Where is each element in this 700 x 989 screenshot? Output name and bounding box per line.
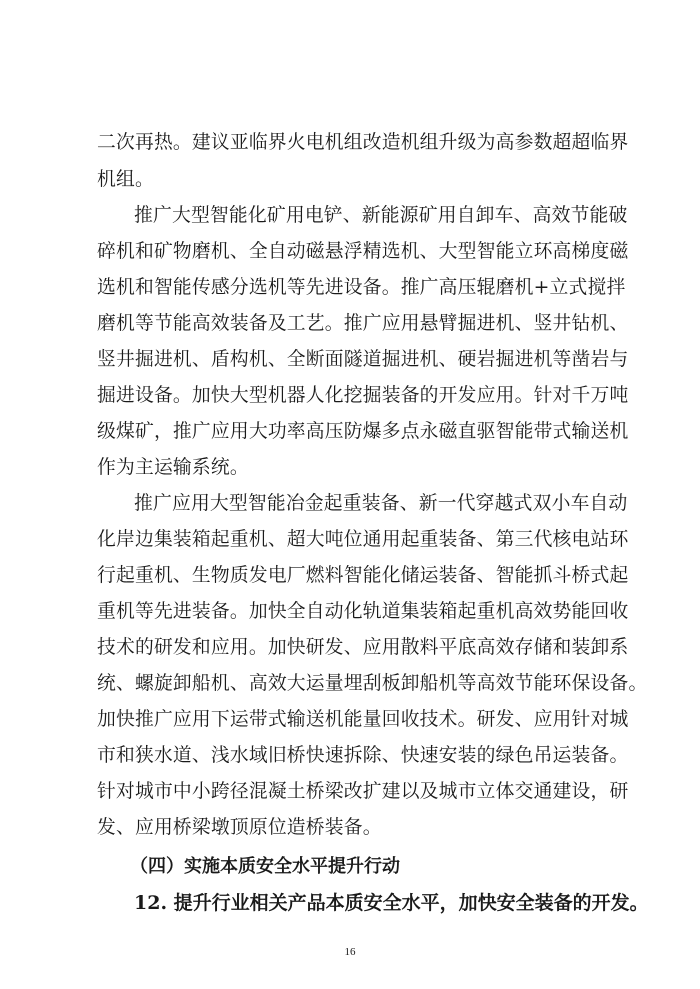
text-line: 二次再热。建议亚临界火电机组改造机组升级为高参数超超临界 [97, 132, 629, 153]
text-line: 级煤矿，推广应用大功率高压防爆多点永磁直驱智能带式输送机 [97, 421, 629, 442]
section-heading: （四）实施本质安全水平提升行动 [130, 856, 400, 877]
text-line: 加快推广应用下运带式输送机能量回收技术。研发、应用针对城 [97, 709, 629, 730]
text-line: 作为主运输系统。 [97, 457, 249, 478]
text-line: 化岸边集装箱起重机、超大吨位通用起重装备、第三代核电站环 [97, 529, 629, 550]
text-line: 掘进设备。加快大型机器人化挖掘装备的开发应用。针对千万吨 [97, 385, 629, 406]
text-line: 竖井掘进机、盾构机、全断面隧道掘进机、硬岩掘进机等凿岩与 [97, 349, 629, 370]
item-heading: 12. 提升行业相关产品本质安全水平，加快安全装备的开发。 [134, 892, 649, 914]
text-line: 针对城市中小跨径混凝土桥梁改扩建以及城市立体交通建设，研 [97, 781, 629, 802]
text-line: 统、螺旋卸船机、高效大运量埋刮板卸船机等高效节能环保设备。 [97, 673, 648, 694]
text-line: 磨机等节能高效装备及工艺。推广应用悬臂掘进机、竖井钻机、 [97, 313, 629, 334]
text-line: 碎机和矿物磨机、全自动磁悬浮精选机、大型智能立环高梯度磁 [97, 241, 629, 262]
text-line: 发、应用桥梁墩顶原位造桥装备。 [97, 817, 382, 838]
text-line: 推广大型智能化矿用电铲、新能源矿用自卸车、高效节能破 [134, 205, 628, 226]
text-line: 推广应用大型智能冶金起重装备、新一代穿越式双小车自动 [134, 493, 628, 514]
text-line: 技术的研发和应用。加快研发、应用散料平底高效存储和装卸系 [97, 637, 629, 658]
text-line: 机组。 [97, 169, 154, 190]
text-line: 重机等先进装备。加快全自动化轨道集装箱起重机高效势能回收 [97, 601, 629, 622]
page-number: 16 [344, 946, 356, 958]
text-line: 行起重机、生物质发电厂燃料智能化储运装备、智能抓斗桥式起 [97, 565, 629, 586]
text-line: 选机和智能传感分选机等先进设备。推广高压辊磨机+立式搅拌 [97, 277, 626, 298]
text-line: 市和狭水道、浅水域旧桥快速拆除、快速安装的绿色吊运装备。 [97, 745, 629, 766]
